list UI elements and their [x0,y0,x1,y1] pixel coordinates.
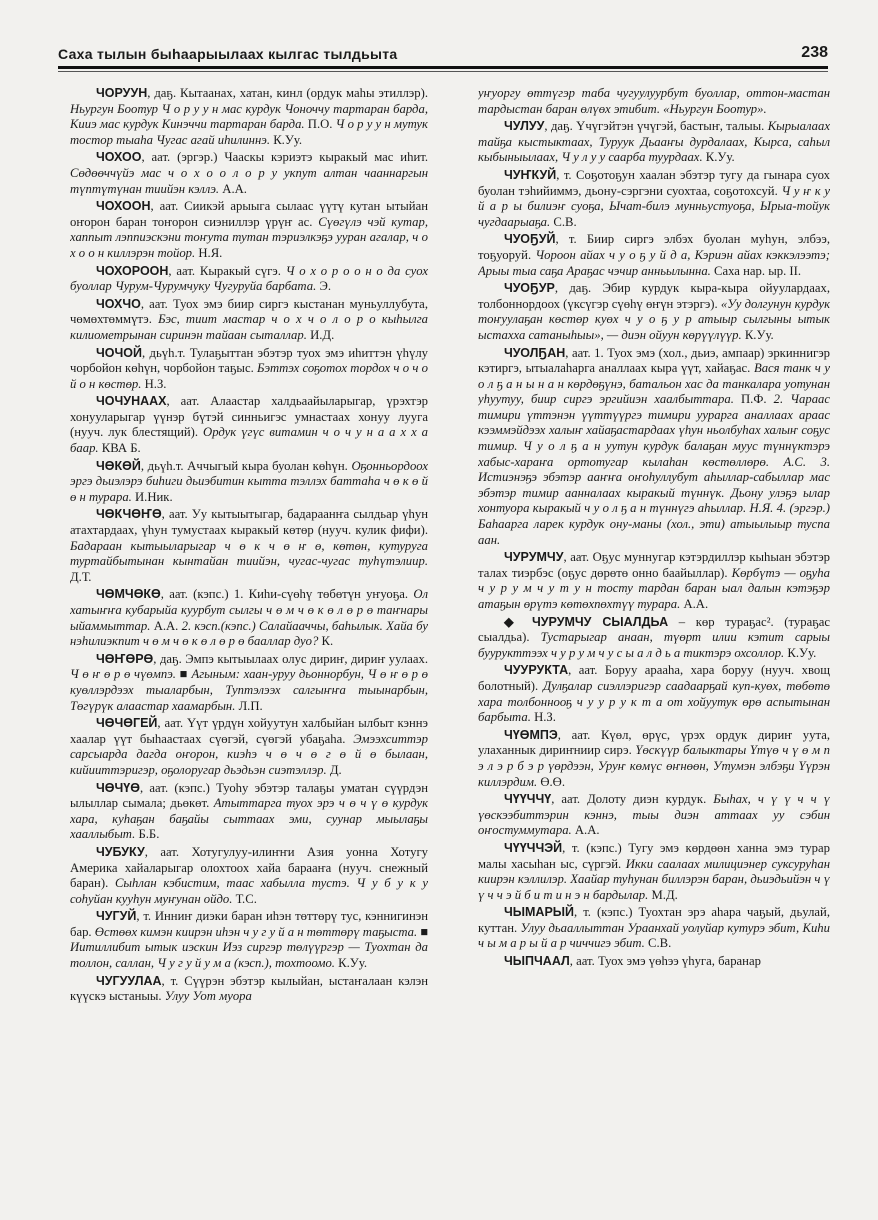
entry-definition: , даҕ. Кытаанах, хатан, кинл (ордук маһы этиллэр). [147,86,428,100]
entry-example: Улуу дьааллыттан Ураанхай уолуйар кутурэ эбит, Киһи ч ы м а р ы й а р чиччигэ эбит. [478,920,830,951]
dictionary-entry [478,168,830,230]
dictionary-entry [70,297,428,344]
entry-source: И.Д. [310,327,335,342]
entry-source: КВА Б. [101,441,141,456]
dictionary-entry [70,587,428,649]
entry-headword: ЧҮҮЧЧҮ [504,792,552,807]
entry-definition: , аат. Туох эмэ үөһээ үһуга, баранар [569,954,761,969]
dictionary-entry [70,346,428,393]
entry-example: Икки саалаах милициэнер суксуруһан киирэн кэллилэр. Хаайар туһунан биллэрэн баран, дьиэдьийэн ч ү ү ч ч э й б и т и н э н бардылар. [478,856,830,902]
entry-definition: , аат. Оҕус муннугар кэтэрдиллэр кыһыан эбэтэр талах тиэрбэс (оҕус дөрөтө онно баайыллар). [478,550,830,580]
entry-headword: ЧӨЧҮӨ [96,780,140,795]
dictionary-entry [70,507,428,585]
entry-definition: , даҕ. Эмпэ кытыылаах олус дириҥ, дириҥ уулаах. [153,651,428,666]
right-column [478,86,830,1150]
entry-source: К.Уу. [338,956,368,971]
entry-example: Эмээхситтэр сарсыарда дагда оҥорон, киэһэ ч ө ч ө г ө й ө былаан, кийииттэригэр, оҕолоругар дьэдьэн сиэтэллэр. [70,731,428,777]
entry-source: С.В. [553,214,577,229]
entry-source: К. [321,634,334,649]
entry-example: Тустарыгар анаан, түөрт илии кэтит сарыы буурукттээх ч у р у м ч у с ы а л д ь а тиктэрэ охсоллор. [478,630,830,660]
entry-source: А.А. [574,823,600,838]
entry-example: Бадараан кытыыларыгар ч ө к ч ө ҥ ө, көтөн, кутуруга туртайбытынан кынтайан тиийэн, чугас-чугас туһүтэлиир. [70,538,428,569]
entry-example: Улуу Уот муора [164,989,252,1004]
entry-headword: ЧӨҤӨРӨ [96,651,154,666]
dictionary-entry [70,459,428,506]
entry-source: К.Уу. [744,327,774,342]
entry-example: «Уу долгунун курдук тоҥуулаҕан көстөр куөх ч у о ҕ у р атыыр сылгыны ытык ыстахха сатаныһыы», — диэн ойуун көрүүлүүр. [478,296,830,342]
entry-definition: , т. Сүүрэн эбэтэр кылыйан, ыстаҥалаан кэлэн күүскэ ыстаныы. [70,973,428,1004]
dictionary-entry [70,652,428,714]
dictionary-entry [478,905,830,952]
entry-source: Ө.Ө. [540,774,565,789]
page-number: 238 [801,44,828,61]
dictionary-entry [70,150,428,197]
entry-source: Д.Т. [70,569,92,584]
entry-example: Ньургун Боотур Ч о р у у н мас курдук Чоноччу тартаран барда, Кииэ мас курдук Кинэччи тартаран барда. [70,101,428,132]
running-title: Саха тылын быһаарыылаах кылгас тылдьыта [58,46,398,62]
entry-definition: , т. Инниҥ диэки баран иһэн төттөрү тус, кэннигинэн бар. [70,909,428,939]
entry-example: Ч у ҥ к у й а р ы билиэҥ суоҕа, Ычат-билэ мунньустуоҕа, Ырыа-тойук чугдаарыаҕа. [478,183,830,229]
entry-definition: , дьүһ.т. Аччыгый кыра буолан көһүн. [140,458,348,473]
entry-headword: ЧУОЛҔАН [504,345,566,360]
entry-definition: , аат. (кэпс.) Туоһу эбэтэр талаҕы уматан сүүрдэн ылыллар сымала; дьөкөт. [70,780,428,811]
dictionary-entry [70,199,428,261]
entry-headword: ЧӨЧӨГЕЙ [96,716,158,731]
entry-source: И.Ник. [135,489,173,504]
entry-example: Ол хатыҥҥа кубарыйа куурбут сылгы ч ө м ч ө к ө л ө р ө таҥнары ыйаммыттар. [70,587,428,633]
dictionary-entry [70,909,428,971]
entry-example: Ч ө ҥ ө р ө чүөмпэ. ■ Агыным: хаан-уруу дьоннорбун, Ч ө ҥ ө р ө куөллэрдээх тыаларбын, Туптэлээх салгыҥҥа тыынарбын, Төгүрүк алаастар хаамарбын. [70,667,428,713]
entry-definition: , аат. Хотугулуу-илиҥҥи Азия уонна Хотугу Америка хайаларыгар олохтоох хайа барааҥа (нууч. снежный баран). [70,844,428,891]
entry-definition: , дьүһ.т. Тулаҕыттан эбэтэр туох эмэ иһиттэн үһүлу чорбойон көһүн, чорбойон таҕыс. [70,345,428,376]
entry-headword: ЧОРУУН [96,86,148,100]
entry-example: 2. Чараас тимири үттэнэн үүттүүргэ тимири уурарга аналлаах араас кээммэйдээх халыҥ хайаҕастардаах үһун ньолбуһах халыҥ соҕус тимир. Ч у о л ҕ а н уутун курдук балаҕан муус түннүктэрэ хабыс-хараҥа ортотугар кылаһан көстөллөрө. А.С. 3. Истиэнэҕэ эбэтэр ааҥҥа оҥоһуллубут аһыллар-сабыллар мас эбэтэр тимир аанналаах кыракый түннүк. Дьону улэҕэ ылар хонтуора кыракый ч у о л ҕ а н түннүгэ аһыллар. Н.Я. 4. (эргэр.) Баһаарга ларек курдук ону-маны (хол., эти) атыылыыр туспа аан. [478,392,830,547]
dictionary-entry [478,841,830,903]
entry-example: 2. кэсп.(кэпс.) Салайааччы, баһылык. Хайа бу нэһилиэкпит ч ө м ч ө к ө л ө р ө бааллар дуо? [70,618,428,649]
entry-definition: , аат. Сиикэй арыыга сылаас үүтү кутан ытыйан оҥорон баран тоҥорон сиэниллэр үрүҥ ас. [70,199,428,229]
entry-definition: , аат. Уу кытыытыгар, бадараанҥа сылдьар үһун атахтардаах, үһун тумустаах кыракый көтөр (нууч. кулик фифи). [70,507,428,538]
entry-source: П.О. [307,117,333,132]
entry-source: Б.Б. [138,827,160,842]
entry-example: Өстөөх кимэн киирэн иһэн ч у г у й а н төттөрү таҕыста. ■ Иитиллибит ытык иэскин Иэз сиргэр төлүүргэр — Туохтан да толлон, саллан, Ч у г у й у м а (кэсп.), тохтоомо. [70,924,428,971]
entry-definition: , т. Соҕотоҕун хаалан эбэтэр тугу да гынара суох буолан тэһийиммэ, дьону-сэргэни суохтаа, соҕотохсуй. [478,167,830,198]
left-column [70,86,428,1150]
dictionary-entry [70,781,428,843]
entry-example: Ч о р у у н мутук тостор тыаһа Чугас агай иһилиннэ. [70,117,428,147]
entry-headword: ЧУОҔУЙ [504,232,556,247]
entry-definition: , аат. Күөл, өрүс, үрэх ордук дириҥ уута, улаханнык дириҥниир сирэ. [478,727,830,758]
entry-source: Э. [319,279,331,294]
entry-example: Үөскүүр балыктары Үтүө ч ү ө м п э л э р б э р үөрдээн, Уруҥ көмүс өҥнөөн, Утумэн элбэҕи Үүрэн киллэрдим. [478,743,830,789]
dictionary-entry [478,119,830,166]
header-rule-thin [58,71,828,72]
entry-source: П.Ф. [741,392,767,407]
entry-headword: ЧОЧОЙ [96,345,142,360]
entry-example: Атыттарга туох эрэ ч ө ч ү ө курдук хара, куһаҕан баҕайы сыттаах эми, суунар мыылаҕы хааллыбыт. [70,796,428,842]
entry-headword: ЧҮҮЧЧЭЙ [504,840,563,855]
dictionary-entry [478,663,830,725]
entry-source: Н.З. [534,710,556,725]
entry-example: Бэттэх соҕотох тордох ч о ч о й о н көстөр. [70,361,428,391]
entry-example: Кырыалаах тайҕа кыстыктаах, Туруук Дьааҥы дурдалаах, Кырса, саһыл кыбыныылаах, Ч у л у у саарба туурдаах. [478,119,830,165]
entry-example: Ордук үгүс витамин ч о ч у н а а х х а баар. [70,425,428,456]
entry-example: Быһах, ч ү ү ч ч ү үөскээбиттэрин кэннэ, тыы диэн аттаах уу сэбин оҥостуммутара. [478,792,830,838]
entry-source: Н.З. [144,376,167,391]
entry-definition: , аат. (кэпс.) 1. Киһи-сүөһү төбөтүн уҥуоҕа. [160,587,409,602]
dictionary-entry [478,792,830,839]
dictionary-entry [70,716,428,778]
dictionary-entry [478,232,830,279]
dictionary-entry [478,954,830,970]
entry-source: С.В. [647,936,672,951]
entry-source: А.А. [222,181,247,196]
entry-source: А.А. [683,597,709,611]
entry-source: М.Д. [651,887,678,902]
entry-example: уҥуоргу өттүгэр таба чугуулуурбут буоллар, оттон-мастан тардыстан баран өлүөх этибит. «Ньургун Боотур». [478,86,830,116]
dictionary-entry [70,845,428,907]
entry-headword: ЧУГУЙ [96,909,137,924]
entry-headword: ЧОХООН [96,199,151,214]
entry-definition: , аат. Туох эмэ биир сиргэ кыстанан муньуллубута, чөмөхтөммүтэ. [70,296,428,327]
entry-source: Т.С. [235,891,257,906]
entry-headword: ЧЫПЧААЛ [504,954,570,969]
entry-example: Вася танк ч у о л ҕ а н ы н а н көрдөҕүнэ, батальон хас да танкалара уотунан уһуутуу, биир сиргэ эргийиэн хаалбыттара. [478,361,830,407]
entry-headword: ЧОХЧО [96,296,141,311]
dictionary-entry [478,615,830,662]
entry-source: К.Уу. [787,645,817,660]
entry-source: К.Уу. [705,150,735,165]
entry-headword: ЧУРУМЧУ [504,550,564,565]
dictionary-entry [478,728,830,790]
dictionary-entry [478,86,830,117]
entry-headword: ЧӨМЧӨКӨ [96,587,161,602]
entry-headword: ЧУГУУЛАА [96,973,162,988]
entry-example: Сүөгүлэ чэй кутар, хаппыт лэппиэскэни тоҥута тутан тэриэлкэҕэ ууран агалар, ч о х о о н киллэрэн тойор. [70,214,428,260]
entry-definition: , даҕ. Эбир курдук кыра-кыра ойуулардаах, толбоннордоох (үксүгэр сүөһү өҥүн этэргэ). [478,281,830,311]
page-header [58,44,828,66]
entry-definition: , т. Биир сиргэ элбэх буолан муһун, элбээ, тоҕуоруй. [478,232,830,262]
entry-headword: ЧУБУКУ [96,844,145,859]
entry-headword: ЧҮӨМПЭ [504,727,558,742]
entry-example: Көрбүтэ — оҕуһа ч у р у м ч у т у н тосту тардан баран ыал далын кэтэҕэр атаҕын өрүтэ көтөхпөхтүү турара. [478,565,830,611]
dictionary-entry [478,281,830,343]
dictionary-entry [70,264,428,295]
entry-definition: , аат. Боруу арааһа, хара боруу (нууч. хвощ болотный). [478,663,830,693]
entry-headword: ЧУЛУУ [504,119,545,134]
entry-definition: , т. (кэпс.) Тугу эмэ көрдөөн ханна эмэ турар малы хасыһан ыс, сүргэй. [478,840,830,871]
entry-definition: – көр тураҕас². (тураҕас сыалдьа). [478,614,830,645]
entry-headword: ЧОЧУНААХ [96,394,167,409]
entry-definition: , аат. Кыракый сүгэ. [168,263,281,278]
entry-headword: ЧУҤКУЙ [504,167,557,182]
entry-source: К.Уу. [273,132,303,147]
entry-headword: ◆ ЧУРУМЧУ СЫАЛДЬА [504,614,669,629]
entry-example: Чороон айах ч у о ҕ у й д а, Кэриэн айах кэккэлээтэ; Арыы тыа саҕа Араҕас чэчир анньылынна. [478,247,830,278]
entry-example: Дулҕалар сиэллэригэр саадаарҕай куп-куөх, төбөтө хара толбоннооҕ ч у у р у к т а от хойуутук өрө аспытынан барбыта. [478,678,830,725]
entry-source: Н.Я. [198,245,223,260]
entry-headword: ЧУОҔУР [504,281,555,296]
entry-definition: , даҕ. Үчүгэйтэн үчүгэй, бастыҥ, талыы. [544,119,765,134]
entry-example: Сөдөөччүйэ мас ч о х о о л о р у укпут алтан чааннаргын түптүтүнан тиийэн кэллэ. [70,165,428,196]
entry-headword: ЧӨКӨЙ [96,458,141,473]
dictionary-entry [478,346,830,549]
dictionary-entry [70,394,428,456]
header-rule [58,66,828,69]
dictionary-entry [70,86,428,148]
entry-example: Сыһлан кэбистим, таас хабылла тустэ. Ч у б у к у соһуйан кууһун муҥунан ойдо. [70,876,428,906]
entry-example: Ч о х о р о о н о да суох буоллар Чурум-Чурумчуку Чугуруйа барбата. [70,263,428,294]
entry-headword: ЧӨКЧӨҤӨ [96,507,162,522]
entry-headword: ЧОХОО [96,150,142,165]
entry-definition: , аат. Үүт үрдүн хойуутун халбыйан ылбыт кэннэ хаалар үүт быһаастаах сүөгэй, сүөгэй убаҕаһа. [70,716,428,746]
entry-example: Оҕонньордоох эргэ дьиэлэрэ биһиги дьиэбитин кытта тэллэх баттаһа ч ө к ө й ө н турара. [70,458,428,504]
entry-example: Бэс, тиит мастар ч о х ч о л о р о кыһылга килиометрынан сиринэн тайаан сыталлар. [70,312,428,342]
dictionary-entry [478,550,830,612]
entry-headword: ЧУУРУКТА [504,663,569,678]
entry-definition: , аат. 1. Туох эмэ (хол., дьиэ, ампаар) эркиннигэр кэтиргэ, ытыалаһарга аналлаах кыра үүт, хайаҕас. [478,345,830,376]
entry-source: Д. [329,762,342,777]
entry-definition: , аат. Долоту диэн курдук. [551,792,707,807]
entry-headword: ЧОХОРООН [96,263,169,278]
entry-source: Саха нар. ыр. II. [714,263,802,278]
entry-definition: , т. (кэпс.) Туохтан эрэ аһара чаҕый, дьулай, куттан. [478,905,830,935]
entry-definition: , аат. (эргэр.) Чааскы кэриэтэ кыракый мас иһит. [141,150,428,165]
entry-source: Л.П. [238,698,263,713]
entry-source: А.А. [153,618,179,633]
entry-definition: , аат. Алаастар халдьаайыларыгар, үрэхтэр хонууларыгар үүнэр бүтэй синньигэс умнастаах хонуу лууга (нууч. лук блестящий). [70,394,428,440]
entry-headword: ЧЫМАРЫЙ [504,905,575,920]
dictionary-entry [70,974,428,1005]
